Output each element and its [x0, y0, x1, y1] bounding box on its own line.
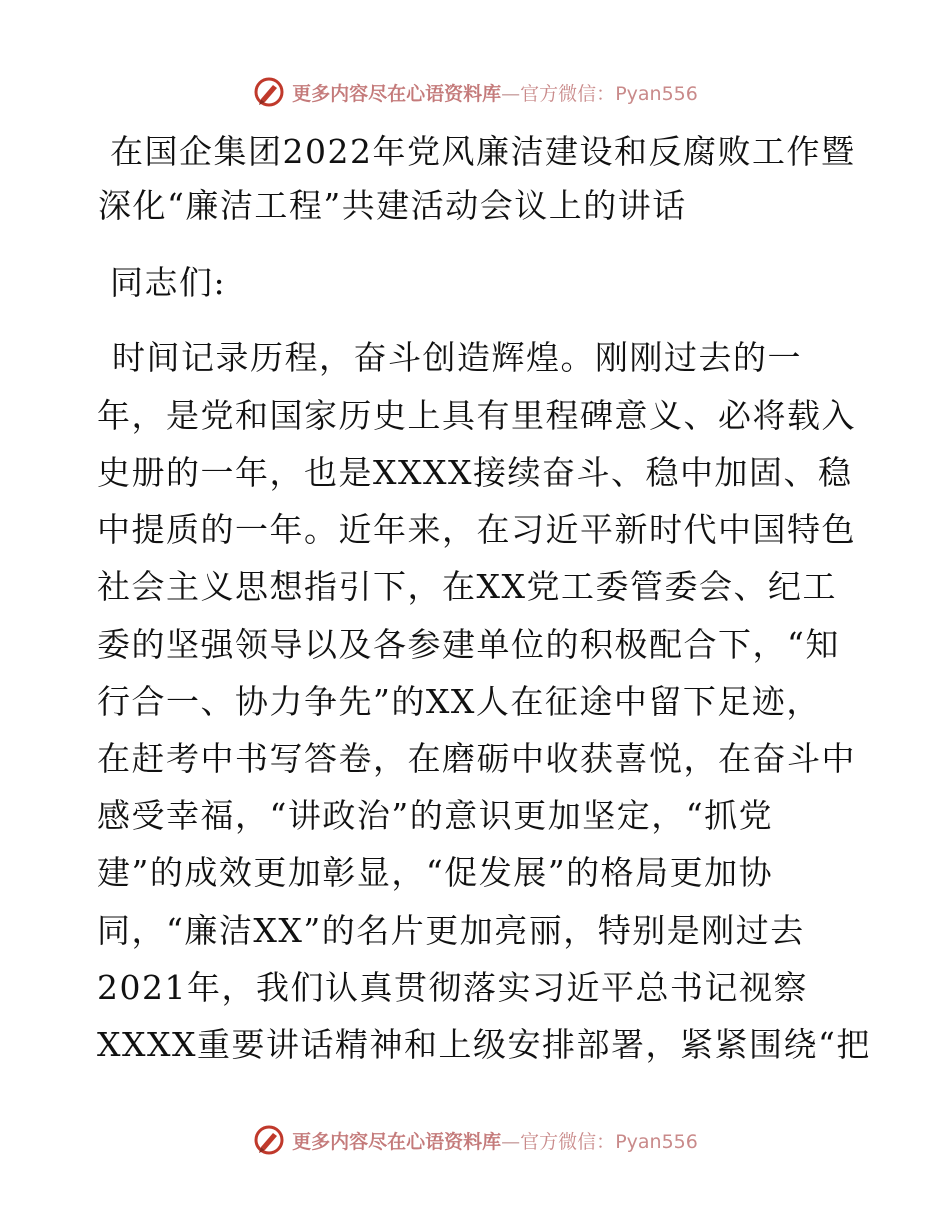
watermark-separator: — — [501, 82, 521, 105]
watermark-text — [292, 79, 698, 106]
header-watermark — [0, 72, 950, 112]
watermark-site: 更多内容尽在心语资料库 — [292, 82, 502, 105]
salutation: 同志们: — [110, 263, 227, 302]
document-title-line-1: 在国企集团2022年党风廉洁建设和反腐败工作暨 — [110, 132, 856, 171]
body-line-1: 时间记录历程，奋斗创造辉煌。刚刚过去的一 — [112, 338, 802, 377]
pen-logo-icon — [252, 75, 286, 109]
watermark-wechat-id: Pyan556 — [615, 1130, 698, 1153]
watermark-wechat-label: 官方微信： — [520, 82, 616, 105]
watermark-text — [292, 1127, 698, 1154]
watermark-wechat-label: 官方微信： — [520, 1130, 616, 1153]
body-line-10: 建”的成效更加彰显，“促发展”的格局更加协 — [97, 853, 774, 892]
body-line-2: 年，是党和国家历史上具有里程碑意义、必将载入 — [97, 396, 856, 435]
body-line-4: 中提质的一年。近年来，在习近平新时代中国特色 — [97, 510, 856, 549]
body-line-11: 同，“廉洁XX”的名片更加亮丽，特别是刚过去 — [97, 911, 805, 950]
watermark-wechat-id: Pyan556 — [615, 82, 698, 105]
body-line-3: 史册的一年，也是XXXX接续奋斗、稳中加固、稳 — [97, 453, 853, 492]
document-title-line-2: 深化“廉洁工程”共建活动会议上的讲话 — [98, 186, 687, 225]
watermark-site: 更多内容尽在心语资料库 — [292, 1130, 502, 1153]
pen-logo-icon — [252, 1123, 286, 1157]
body-line-6: 委的坚强领导以及各参建单位的积极配合下，“知 — [97, 625, 840, 664]
body-line-12: 2021年，我们认真贯彻落实习近平总书记视察 — [97, 968, 808, 1007]
body-line-9: 感受幸福，“讲政治”的意识更加坚定，“抓党 — [97, 796, 774, 835]
body-line-7: 行合一、协力争先”的XX人在征途中留下足迹， — [97, 682, 821, 721]
watermark-separator: — — [501, 1130, 521, 1153]
body-line-5: 社会主义思想指引下，在XX党工委管委会、纪工 — [97, 567, 837, 606]
body-line-13: XXXX重要讲话精神和上级安排部署，紧紧围绕“把 — [97, 1025, 871, 1064]
footer-watermark — [0, 1120, 950, 1160]
body-line-8: 在赶考中书写答卷，在磨砺中收获喜悦，在奋斗中 — [97, 739, 856, 778]
